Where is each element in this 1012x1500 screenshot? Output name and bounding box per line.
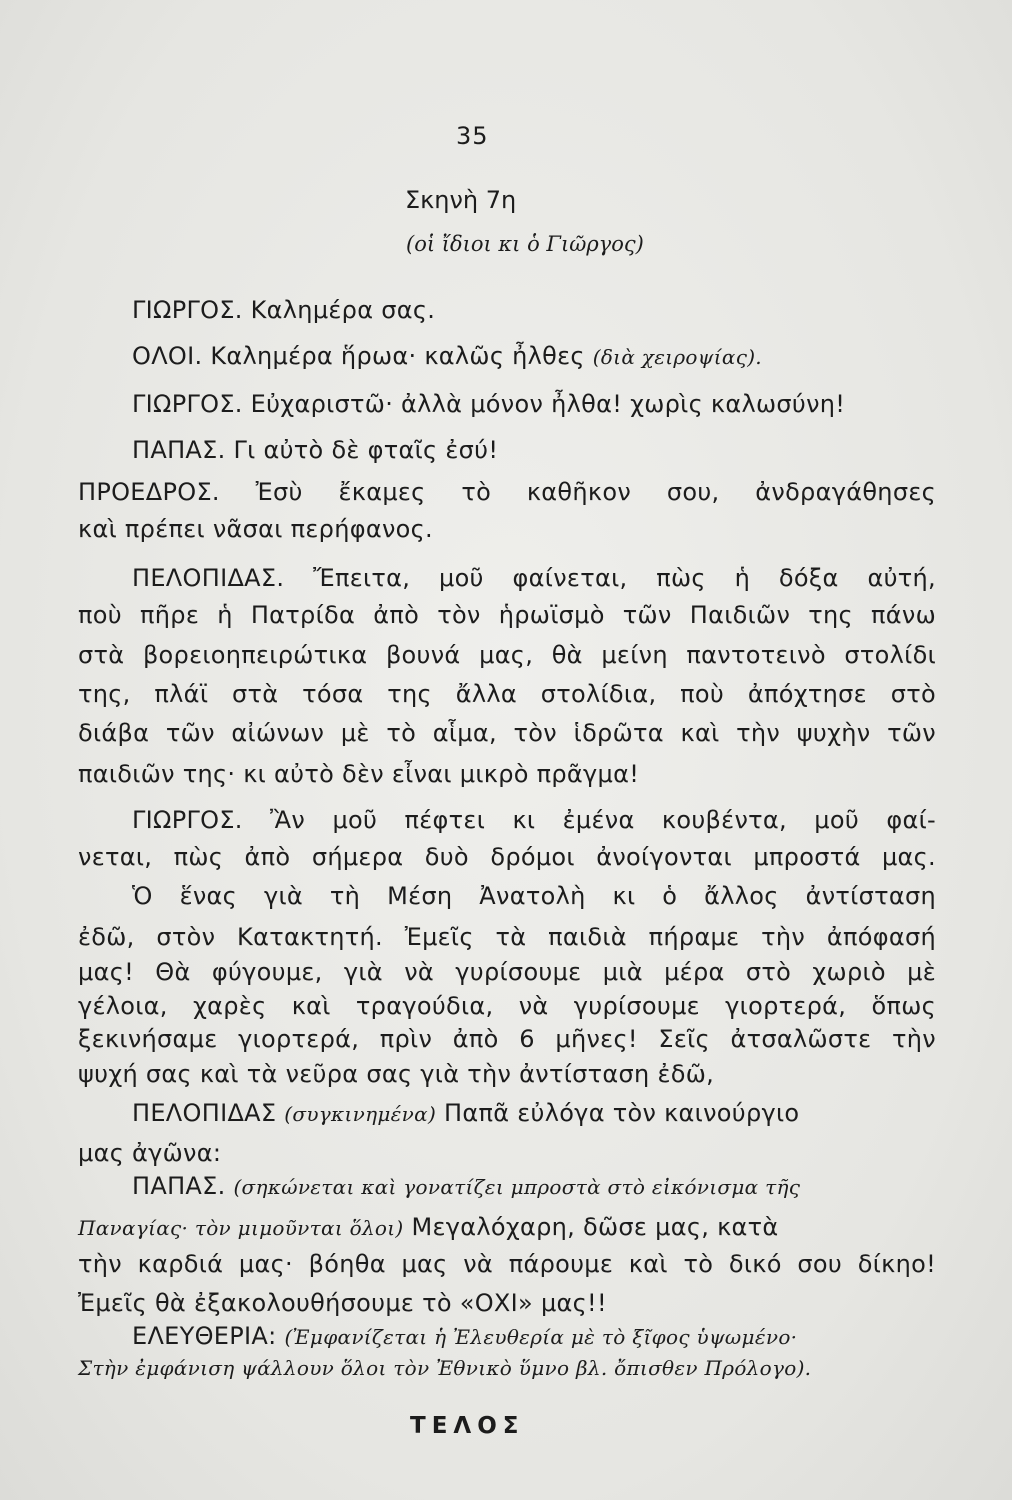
dialogue-line: ΠΕΛΟΠΙΔΑΣ. Ἔπειτα, μοῦ φαίνεται, πὼς ἡ δόξα αὐτή, <box>132 564 936 592</box>
dialogue-line <box>132 1099 799 1127</box>
dialogue-line: παιδιῶν της· κι αὐτὸ δὲν εἶναι μικρὸ πρᾶγμα! <box>78 760 640 788</box>
speaker-name: ΕΛΕΥΘΕΡΙΑ: <box>132 1322 285 1350</box>
speaker-name: ΠΑΠΑΣ. <box>132 1172 234 1200</box>
stage-direction: Παναγίας· τὸν μιμοῦνται ὅλοι) <box>78 1216 404 1240</box>
dialogue-line <box>132 1322 797 1350</box>
dialogue-line: ποὺ πῆρε ἡ Πατρίδα ἀπὸ τὸν ἡρωϊσμὸ τῶν Παιδιῶν της πάνω <box>78 601 936 629</box>
dialogue-line <box>132 1172 800 1200</box>
stage-direction: (συγκινημένα) <box>284 1102 437 1126</box>
dialogue-line: καὶ πρέπει νᾶσαι περήφανος. <box>78 515 433 543</box>
dialogue-line: Ὁ ἕνας γιὰ τὴ Μέση Ἀνατολὴ κι ὁ ἄλλος ἀντίσταση <box>132 882 936 910</box>
stage-direction-line: Στὴν ἐμφάνιση ψάλλουν ὅλοι τὸν Ἐθνικὸ ὕμνο βλ. ὄπισθεν Πρόλογο). <box>78 1356 812 1380</box>
scene-subtitle: (οἱ ἴδιοι κι ὁ Γιῶργος) <box>406 232 644 256</box>
dialogue-line <box>78 1213 779 1241</box>
dialogue-line: ΓΙΩΡΓΟΣ. Ἂν μοῦ πέφτει κι ἐμένα κουβέντα, μοῦ φαί- <box>132 806 936 834</box>
scene-title: Σκηνὴ 7η <box>405 186 517 214</box>
dialogue-line: διάβα τῶν αἰώνων μὲ τὸ αἷμα, τὸν ἱδρῶτα καὶ τὴν ψυχὴν τῶν <box>78 719 936 747</box>
dialogue-line: ΓΙΩΡΓΟΣ. Καλημέρα σας. <box>132 296 436 324</box>
dialogue-line: μας ἀγῶνα: <box>78 1139 222 1167</box>
dialogue-line: Ἐμεῖς θὰ ἐξακολουθήσουμε τὸ «ΟΧΙ» μας!! <box>78 1289 607 1317</box>
dialogue-line: νεται, πὼς ἀπὸ σήμερα δυὸ δρόμοι ἀνοίγονται μπροστά μας. <box>78 843 936 871</box>
dialogue-line: τὴν καρδιά μας· βόηθα μας νὰ πάρουμε καὶ τὸ δικό σου δίκηο! <box>78 1250 936 1278</box>
page-number: 35 <box>456 122 489 150</box>
dialogue-line: ἐδῶ, στὸν Κατακτητή. Ἐμεῖς τὰ παιδιὰ πήραμε τὴν ἀπόφασή <box>78 923 936 951</box>
speaker-name: ΠΕΛΟΠΙΔΑΣ <box>132 1099 285 1127</box>
dialogue-line <box>132 342 762 370</box>
dialogue-text: Παπᾶ εὐλόγα τὸν καινούργιο <box>436 1099 800 1127</box>
dialogue-line: της, πλάϊ στὰ τόσα της ἄλλα στολίδια, ποὺ ἀπόχτησε στὸ <box>78 680 936 708</box>
dialogue-line: ΠΑΠΑΣ. Γι αὐτὸ δὲ φταῖς ἐσύ! <box>132 436 499 464</box>
dialogue-line: ψυχή σας καὶ τὰ νεῦρα σας γιὰ τὴν ἀντίσταση ἐδῶ, <box>78 1060 715 1088</box>
stage-direction: (σηκώνεται καὶ γονατίζει μπροστὰ στὸ εἰκόνισμα τῆς <box>233 1175 801 1199</box>
stage-direction: (διὰ χειροψίας). <box>592 345 762 369</box>
dialogue-line: στὰ βορειοηπειρώτικα βουνά μας, θὰ μείνη παντοτεινὸ στολίδι <box>78 641 936 669</box>
dialogue-text: Μεγαλόχαρη, δῶσε μας, κατὰ <box>403 1213 779 1241</box>
end-mark: ΤΕΛΟΣ <box>410 1413 525 1439</box>
stage-direction: (Ἐμφανίζεται ἡ Ἐλευθερία μὲ τὸ ξῖφος ὑψωμένο· <box>284 1325 798 1349</box>
dialogue-line: ξεκινήσαμε γιορτερά, πρὶν ἀπὸ 6 μῆνες! Σεῖς ἀτσαλῶστε τὴν <box>78 1025 936 1053</box>
dialogue-line: μας! Θὰ φύγουμε, γιὰ νὰ γυρίσουμε μιὰ μέρα στὸ χωριὸ μὲ <box>78 958 936 986</box>
dialogue-line: ΠΡΟΕΔΡΟΣ. Ἐσὺ ἔκαμες τὸ καθῆκον σου, ἀνδραγάθησες <box>78 478 936 506</box>
dialogue-text: ΟΛΟΙ. Καλημέρα ἥρωα· καλῶς ἦλθες <box>132 342 593 370</box>
dialogue-line: γέλοια, χαρὲς καὶ τραγούδια, νὰ γυρίσουμε γιορτερά, ὅπως <box>78 992 936 1020</box>
dialogue-line: ΓΙΩΡΓΟΣ. Εὐχαριστῶ· ἀλλὰ μόνον ἦλθα! χωρὶς καλωσύνη! <box>132 390 846 418</box>
